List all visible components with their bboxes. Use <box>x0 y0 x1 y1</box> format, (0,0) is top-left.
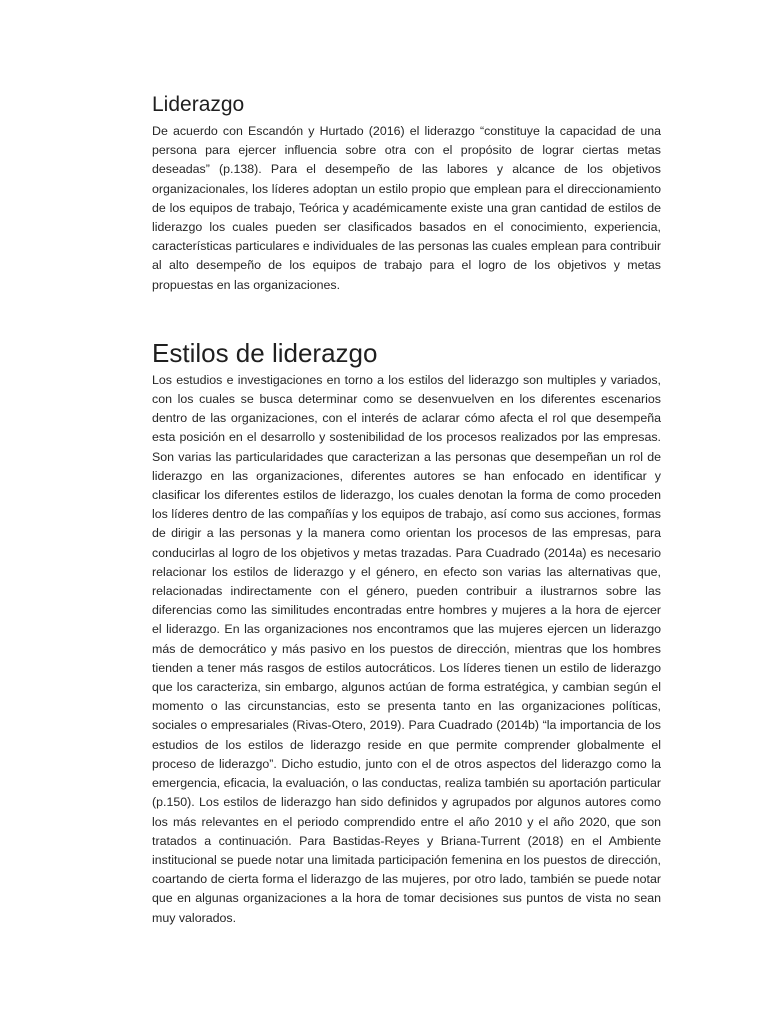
document-content <box>152 92 661 928</box>
section-paragraph-liderazgo: De acuerdo con Escandón y Hurtado (2016) el liderazgo “constituye la capacidad de una persona para ejercer influencia sobre otra con el propósito de lograr ciertas metas deseadas” (p.138). Para el desempeño de las labores y alcance de los objetivos organizacionales, los líderes adoptan un estilo propio que emplean para el direccionamiento de los equipos de trabajo, Teórica y académicamente existe una gran cantidad de estilos de liderazgo los cuales pueden ser clasificados basados en el conocimiento, experiencia, características particulares e individuales de las personas las cuales emplean para contribuir al alto desempeño de los equipos de trabajo para el logro de los objetivos y metas propuestas en las organizaciones. <box>152 124 661 292</box>
section-spacer <box>152 295 661 337</box>
section-paragraph-estilos-de-liderazgo: Los estudios e investigaciones en torno a los estilos del liderazgo son multiples y variados, con los cuales se busca determinar como se desenvuelven en los diferentes escenarios dentro de las organizaciones, con el interés de aclarar cómo afecta el rol que desempeña esta posición en el desarrollo y sostenibilidad de los procesos realizados por las empresas. Son varias las particularidades que caracterizan a las personas que desempeñan un rol de liderazgo en las organizaciones, diferentes autores se han enfocado en identificar y clasificar los diferentes estilos de liderazgo, los cuales denotan la forma de como proceden los líderes dentro de las compañías y los equipos de trabajo, así como sus acciones, formas de dirigir a las personas y la manera como orientan los procesos de las empresas, para conducirlas al logro de los objetivos y metas trazadas. Para Cuadrado (2014a) es necesario relacionar los estilos de liderazgo y el género, en efecto son varias las alternativas que, relacionadas indirectamente con el género, pueden contribuir a ilustrarnos sobre las diferencias como las similitudes encontradas entre hombres y mujeres a la hora de ejercer el liderazgo. En las organizaciones nos encontramos que las mujeres ejercen un liderazgo más de democrático y más pasivo en los puestos de dirección, mientras que los hombres tienden a tener más rasgos de estilos autocráticos. Los líderes tienen un estilo de liderazgo que los caracteriza, sin embargo, algunos actúan de forma estratégica, y cambian según el momento o las circunstancias, esto se presenta tanto en las organizaciones políticas, sociales o empresariales (Rivas-Otero, 2019). Para Cuadrado (2014b) “la importancia de los estudios de los estilos de liderazgo reside en que permite comprender globalmente el proceso de liderazgo”. Dicho estudio, junto con el de otros aspectos del liderazgo como la emergencia, eficacia, la evaluación, o las conductas, realiza también su aportación particular (p.150). Los estilos de liderazgo han sido definidos y agrupados por algunos autores como los más relevantes en el periodo comprendido entre el año 2010 y el año 2020, que son tratados a continuación. Para Bastidas-Reyes y Briana-Turrent (2018) en el Ambiente institucional se puede notar una limitada participación femenina en los puestos de dirección, coartando de cierta forma el liderazgo de las mujeres, por otro lado, también se puede notar que en algunas organizaciones a la hora de tomar decisiones sus puntos de vista no sean muy valorados. <box>152 372 661 925</box>
section-heading-liderazgo: Liderazgo <box>152 93 245 116</box>
section-heading-estilos-de-liderazgo: Estilos de liderazgo <box>152 337 378 368</box>
